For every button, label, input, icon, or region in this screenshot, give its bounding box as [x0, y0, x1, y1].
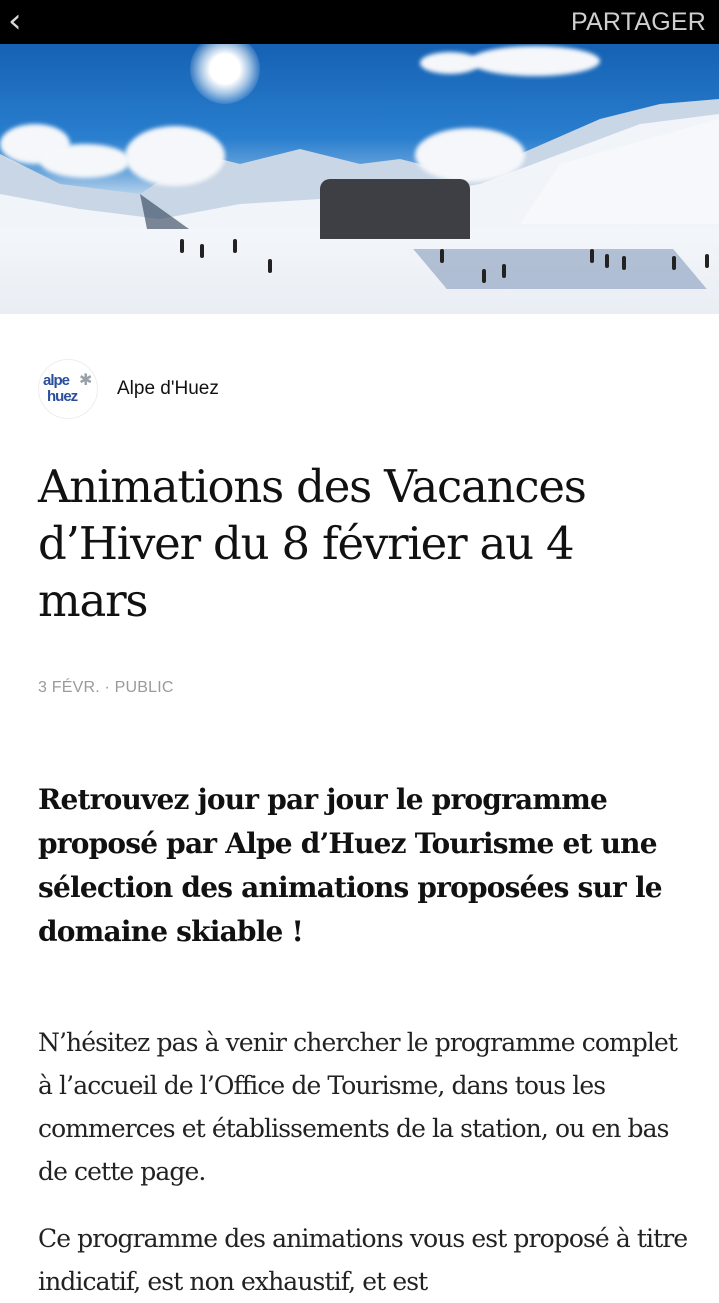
logo-text-huez: huez: [47, 388, 78, 405]
chevron-left-icon: ‹: [8, 1, 22, 41]
article-meta: 3 FÉVR. · PUBLIC: [38, 679, 174, 696]
logo-text-alpe: alpe: [43, 372, 70, 389]
hero-image: [0, 44, 719, 314]
author-name[interactable]: Alpe d'Huez: [117, 378, 219, 399]
back-button[interactable]: [8, 1, 38, 41]
article-title: Animations des Vacances d’Hiver du 8 février au 4 mars: [38, 460, 586, 627]
author-logo[interactable]: [38, 359, 98, 419]
top-bar: [0, 0, 719, 44]
article-lead: Retrouvez jour par jour le programme proposé par Alpe d’Huez Tourisme et une sélection des animations proposées sur le domaine skiable !: [38, 783, 662, 948]
article-paragraph: Ce programme des animations vous est proposé à titre indicatif, est non exhaustif, et est: [38, 1224, 688, 1296]
share-button[interactable]: PARTAGER: [571, 8, 706, 36]
article-paragraph: N’hésitez pas à venir chercher le programme complet à l’accueil de l’Office de Tourisme, dans tous les commerces et établissements de la station, ou en bas de cette page.: [38, 1028, 678, 1186]
snowflake-icon: ✱: [79, 372, 93, 389]
author-row[interactable]: [38, 360, 219, 418]
chairlift-station: [320, 179, 470, 239]
